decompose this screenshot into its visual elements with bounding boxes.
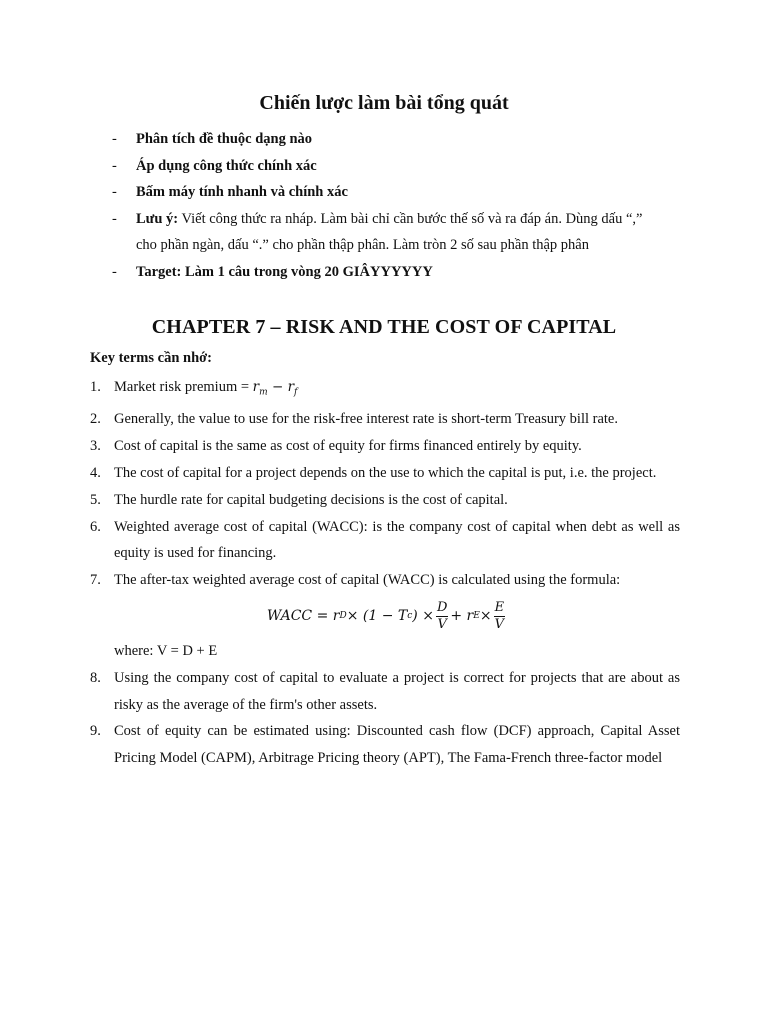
key-term-item: 9. Cost of equity can be estimated using: Discounted cash flow (DCF) approach, Capital Asset Pricing Model (CAPM), Arbitrage Pricing theory (APT), The Fama-French three-factor model	[90, 723, 680, 767]
chapter-title: CHAPTER 7 – RISK AND THE COST OF CAPITAL	[151, 316, 617, 338]
market-risk-formula: $r_m - r_f$	[252, 379, 298, 398]
strategy-item: - Phân tích đề thuộc dạng nào	[112, 131, 313, 147]
strategy-item: - Áp dụng công thức chính xác	[112, 157, 317, 174]
key-term-item: 7. The after-tax weighted average cost of capital (WACC) is calculated using the formula: WACC = r D × (1 − T c ) × $\frac{D}{V}$ + r E × $\frac{E}{V}$ where: V = D + E	[90, 567, 680, 665]
key-term-item: 6. Weighted average cost of capital (WACC): is the company cost of capital when debt as well as equity is used for financing.	[90, 518, 680, 562]
strategy-item: - Target: Làm 1 câu trong vòng 20 GIÂYYYYYY	[112, 263, 433, 280]
strategy-item-note: - Lưu ý: Viết công thức ra nháp. Làm bài chỉ cần bước thế số và ra đáp án. Dùng dấu “,” cho phần ngàn, dấu “.” cho phần thập phân. Làm tròn 2 số sau phần thập phân	[112, 210, 643, 253]
key-term-item: 5. The hurdle rate for capital budgeting decisions is the cost of capital.	[90, 491, 508, 508]
key-term-item: 4. The cost of capital for a project depends on the use to which the capital is put, i.e. the project.	[90, 465, 657, 482]
key-term-item: 1. Market risk premium = $r_m - r_f$	[90, 379, 298, 398]
key-terms-list	[90, 374, 680, 772]
key-terms-label: Key terms cần nhớ:	[90, 350, 212, 366]
key-term-item: 2. Generally, the value to use for the risk-free interest rate is short-term Treasury bill rate.	[90, 411, 618, 428]
strategy-item: - Bấm máy tính nhanh và chính xác	[112, 184, 348, 200]
strategy-title: Chiến lược làm bài tổng quát	[259, 92, 509, 114]
key-term-item: 3. Cost of capital is the same as cost of equity for firms financed entirely by equity.	[90, 438, 582, 455]
where-text: where: V = D + E	[114, 643, 218, 660]
wacc-formula: WACC = r D × (1 − T c ) × $\frac{D}{V}$ + r E × $\frac{E}{V}$	[266, 599, 505, 632]
strategy-list	[112, 126, 682, 285]
key-term-item: 8. Using the company cost of capital to evaluate a project is correct for projects that are about as risky as the average of the firm's other assets.	[90, 669, 680, 713]
